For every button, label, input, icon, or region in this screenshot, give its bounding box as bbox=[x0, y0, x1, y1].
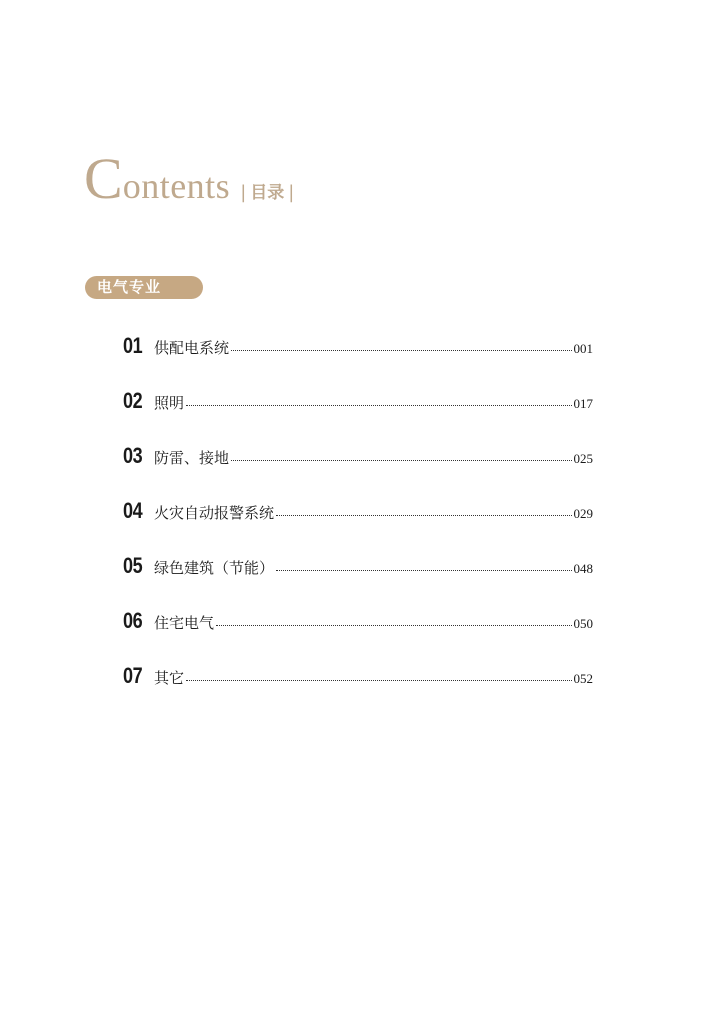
toc-number: 01 bbox=[123, 333, 143, 358]
toc-entry[interactable] bbox=[123, 663, 593, 718]
toc-page-number: 048 bbox=[573, 561, 593, 576]
heading-initial: C bbox=[84, 146, 123, 211]
toc-page-number: 025 bbox=[573, 451, 593, 466]
dot-leader bbox=[216, 624, 571, 626]
toc-title: 绿色建筑（节能） bbox=[154, 559, 275, 577]
contents-heading bbox=[84, 146, 295, 211]
toc-title: 其它 bbox=[154, 669, 185, 687]
toc-page-number: 017 bbox=[573, 396, 593, 411]
toc-entry[interactable] bbox=[123, 443, 593, 498]
toc-number: 06 bbox=[123, 608, 143, 633]
dot-leader bbox=[231, 349, 571, 351]
heading-rest: ontents bbox=[122, 166, 231, 206]
toc-number: 07 bbox=[123, 663, 143, 688]
toc-entry[interactable] bbox=[123, 333, 593, 388]
heading-chinese: 目录 bbox=[250, 183, 285, 203]
toc-entry[interactable] bbox=[123, 498, 593, 553]
toc-title: 供配电系统 bbox=[154, 339, 230, 357]
dot-leader bbox=[186, 679, 571, 681]
dot-leader bbox=[276, 569, 571, 571]
section-badge: 电气专业 bbox=[85, 276, 203, 299]
heading-bar-left: | bbox=[240, 182, 247, 203]
toc-list bbox=[123, 333, 593, 718]
toc-page-number: 052 bbox=[573, 671, 593, 686]
toc-entry[interactable] bbox=[123, 553, 593, 608]
dot-leader bbox=[231, 459, 571, 461]
toc-page-number: 050 bbox=[573, 616, 593, 631]
heading-bar-right: | bbox=[288, 182, 295, 203]
toc-title: 火灾自动报警系统 bbox=[154, 504, 275, 522]
toc-page-number: 001 bbox=[573, 341, 593, 356]
toc-number: 05 bbox=[123, 553, 143, 578]
toc-title: 住宅电气 bbox=[154, 614, 215, 632]
dot-leader bbox=[186, 404, 571, 406]
toc-title: 照明 bbox=[154, 394, 185, 412]
dot-leader bbox=[276, 514, 571, 516]
toc-entry[interactable] bbox=[123, 388, 593, 443]
toc-entry[interactable] bbox=[123, 608, 593, 663]
toc-number: 02 bbox=[123, 388, 143, 413]
toc-title: 防雷、接地 bbox=[154, 449, 230, 467]
toc-number: 03 bbox=[123, 443, 143, 468]
toc-number: 04 bbox=[123, 498, 143, 523]
toc-page-number: 029 bbox=[573, 506, 593, 521]
